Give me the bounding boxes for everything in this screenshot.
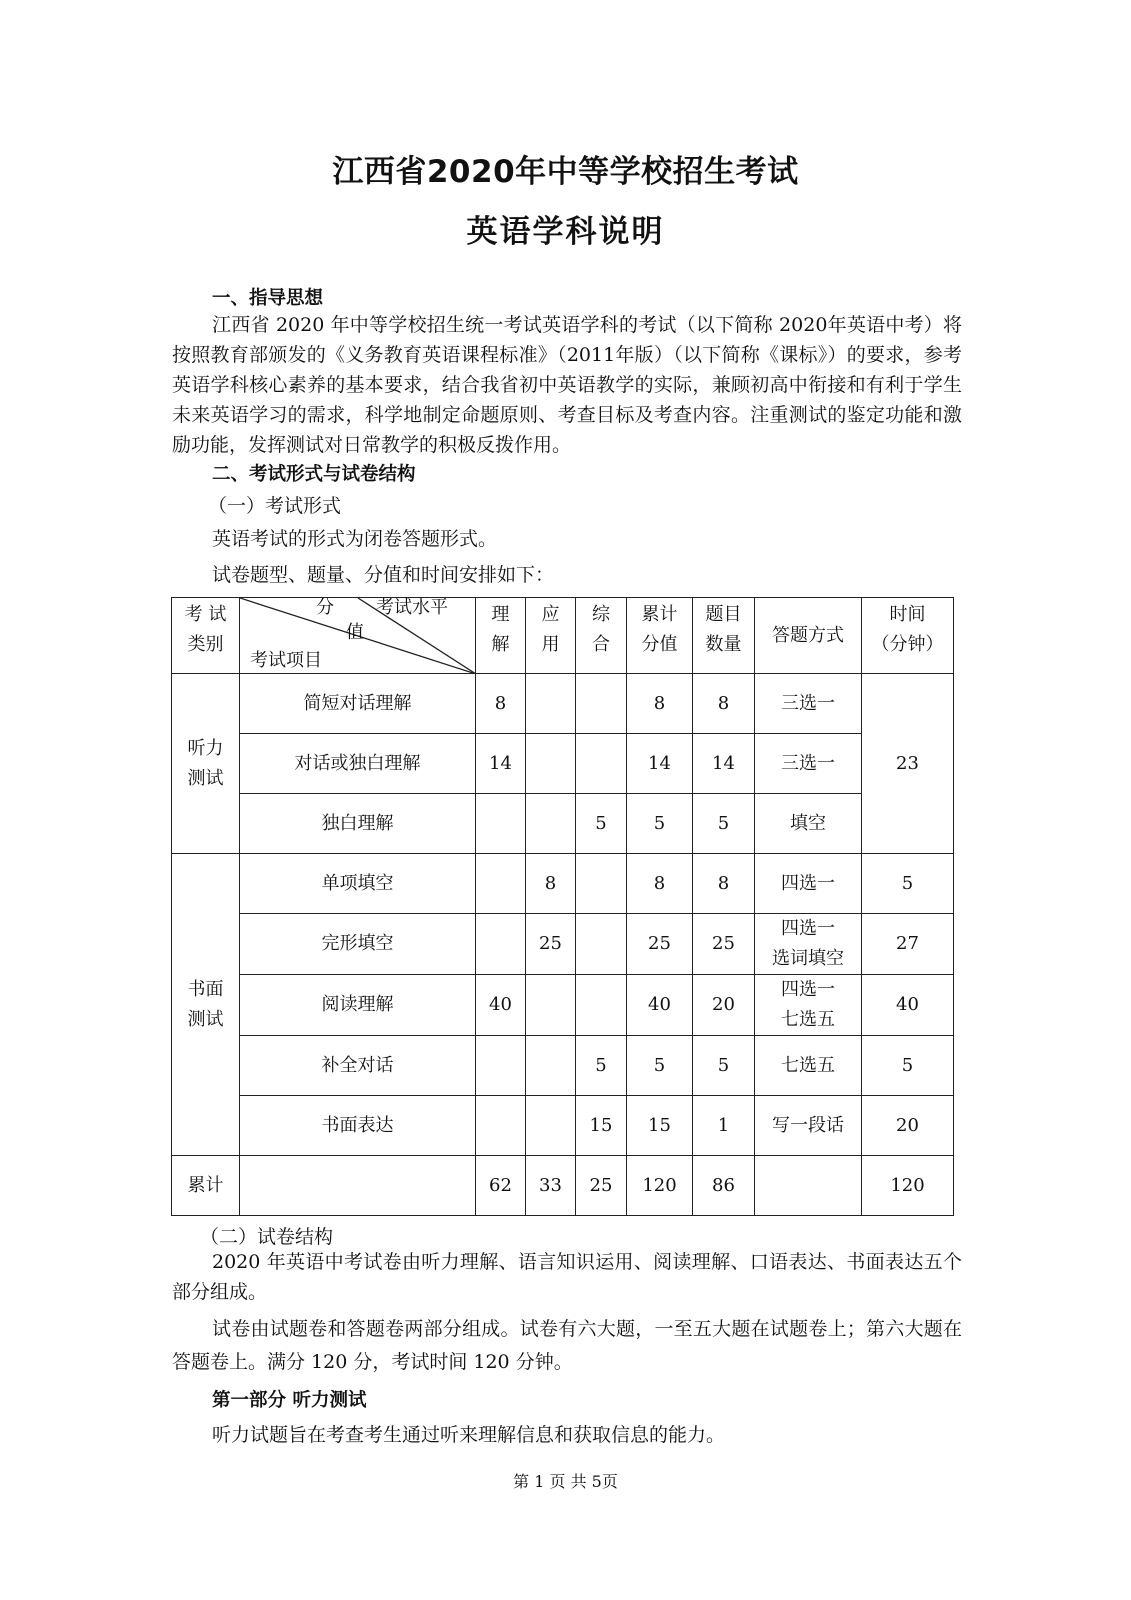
category-listening: 听力 测试 — [172, 674, 240, 854]
category-writing: 书面 测试 — [172, 854, 240, 1156]
row-count: 20 — [693, 975, 755, 1036]
row-time: 20 — [862, 1096, 954, 1156]
row-count: 8 — [693, 674, 755, 734]
row-li — [476, 854, 526, 914]
row-count: 5 — [693, 794, 755, 854]
total-ying: 33 — [526, 1156, 576, 1216]
header-ying: 应 用 — [526, 598, 576, 674]
row-item: 阅读理解 — [240, 975, 476, 1036]
row-zong: 15 — [576, 1096, 627, 1156]
row-total: 5 — [627, 1036, 693, 1096]
row-total: 25 — [627, 914, 693, 975]
row-ying — [526, 1036, 576, 1096]
part1-text: 听力试题旨在考查考生通过听来理解信息和获取信息的能力。 — [212, 1424, 726, 1446]
total-count: 86 — [693, 1156, 755, 1216]
part1-heading: 第一部分 听力测试 — [212, 1390, 367, 1411]
diag-zhi: 值 — [346, 622, 364, 643]
row-ying — [526, 794, 576, 854]
exam-structure-table — [171, 597, 954, 1216]
row-count: 25 — [693, 914, 755, 975]
page-footer: 第 1 页 共 5页 — [513, 1472, 618, 1491]
row-method: 四选一 选词填空 — [755, 914, 862, 975]
row-ying — [526, 1096, 576, 1156]
row-method: 三选一 — [755, 674, 862, 734]
header-method: 答题方式 — [755, 598, 862, 674]
section2-sub1-text: 英语考试的形式为闭卷答题形式。 — [212, 528, 498, 550]
table-intro: 试卷题型、题量、分值和时间安排如下： — [212, 564, 555, 586]
row-item: 单项填空 — [240, 854, 476, 914]
row-ying: 8 — [526, 854, 576, 914]
header-total: 累计 分值 — [627, 598, 693, 674]
row-time: 5 — [862, 1036, 954, 1096]
row-zong: 5 — [576, 794, 627, 854]
row-ying — [526, 674, 576, 734]
section2-heading: 二、考试形式与试卷结构 — [212, 464, 416, 485]
row-li — [476, 1036, 526, 1096]
header-diagonal-cell — [240, 598, 476, 674]
row-zong — [576, 734, 627, 794]
row-total: 5 — [627, 794, 693, 854]
row-count: 14 — [693, 734, 755, 794]
row-count: 5 — [693, 1036, 755, 1096]
total-method — [755, 1156, 862, 1216]
section1-heading: 一、指导思想 — [212, 288, 324, 309]
row-zong — [576, 914, 627, 975]
document-subtitle: 英语学科说明 — [466, 214, 665, 250]
row-item: 补全对话 — [240, 1036, 476, 1096]
row-method: 三选一 — [755, 734, 862, 794]
total-zong: 25 — [576, 1156, 627, 1216]
row-li — [476, 1096, 526, 1156]
table-row — [172, 1036, 954, 1096]
row-method: 填空 — [755, 794, 862, 854]
row-count: 1 — [693, 1096, 755, 1156]
row-zong — [576, 674, 627, 734]
row-li: 40 — [476, 975, 526, 1036]
row-ying — [526, 734, 576, 794]
diag-item: 考试项目 — [250, 650, 322, 671]
row-count: 8 — [693, 854, 755, 914]
total-li: 62 — [476, 1156, 526, 1216]
row-ying — [526, 975, 576, 1036]
table-row — [172, 734, 954, 794]
row-method: 四选一 七选五 — [755, 975, 862, 1036]
header-zong: 综 合 — [576, 598, 627, 674]
row-total: 8 — [627, 854, 693, 914]
row-li — [476, 914, 526, 975]
diag-level: 考试水平 — [376, 597, 448, 618]
table-row — [172, 854, 954, 914]
listening-time: 23 — [862, 674, 954, 854]
table-row — [172, 975, 954, 1036]
header-count: 题目 数量 — [693, 598, 755, 674]
table-row — [172, 1096, 954, 1156]
total-total: 120 — [627, 1156, 693, 1216]
header-time: 时间 （分钟） — [862, 598, 954, 674]
row-li: 14 — [476, 734, 526, 794]
row-zong: 5 — [576, 1036, 627, 1096]
row-total: 15 — [627, 1096, 693, 1156]
row-total: 40 — [627, 975, 693, 1036]
header-li: 理 解 — [476, 598, 526, 674]
row-total: 8 — [627, 674, 693, 734]
total-item — [240, 1156, 476, 1216]
total-label: 累计 — [172, 1156, 240, 1216]
table-header-row — [172, 598, 954, 674]
row-time: 40 — [862, 975, 954, 1036]
row-item: 简短对话理解 — [240, 674, 476, 734]
row-method: 四选一 — [755, 854, 862, 914]
table-row — [172, 794, 954, 854]
row-item: 完形填空 — [240, 914, 476, 975]
row-time: 27 — [862, 914, 954, 975]
row-method: 七选五 — [755, 1036, 862, 1096]
row-zong — [576, 854, 627, 914]
header-category: 考 试 类别 — [172, 598, 240, 674]
row-item: 独白理解 — [240, 794, 476, 854]
row-ying: 25 — [526, 914, 576, 975]
section1-paragraph: 江西省 2020 年中等学校招生统一考试英语学科的考试（以下简称 2020年英语中考）将按照教育部颁发的《义务教育英语课程标准》（2011年版）（以下简称《课标》）的要求，参考英语学科核心素养的基本要求，结合我省初中英语教学的实际，兼顾初高中衔接和有利于学生未来英语学习的需求，科学地制定命题原则、考查目标及考查内容。注重测试的鉴定功能和激励功能，发挥测试对日常教学的积极反拨作用。 — [172, 314, 962, 456]
document-title: 江西省2020年中等学校招生考试 — [332, 154, 799, 190]
table-total-row — [172, 1156, 954, 1216]
row-method: 写一段话 — [755, 1096, 862, 1156]
section2-sub2-p1: 2020 年英语中考试卷由听力理解、语言知识运用、阅读理解、口语表达、书面表达五个部分组成。 — [172, 1251, 962, 1303]
row-item: 书面表达 — [240, 1096, 476, 1156]
section2-sub2: （二）试卷结构 — [200, 1226, 334, 1248]
table-row — [172, 674, 954, 734]
row-item: 对话或独白理解 — [240, 734, 476, 794]
row-li: 8 — [476, 674, 526, 734]
section2-sub1: （一）考试形式 — [208, 495, 342, 517]
row-zong — [576, 975, 627, 1036]
table-row — [172, 914, 954, 975]
row-li — [476, 794, 526, 854]
row-time: 5 — [862, 854, 954, 914]
diag-fen: 分 — [316, 597, 334, 618]
section2-sub2-p2: 试卷由试题卷和答题卷两部分组成。试卷有六大题，一至五大题在试题卷上；第六大题在答题卷上。满分 120 分，考试时间 120 分钟。 — [172, 1318, 962, 1373]
total-time: 120 — [862, 1156, 954, 1216]
row-total: 14 — [627, 734, 693, 794]
